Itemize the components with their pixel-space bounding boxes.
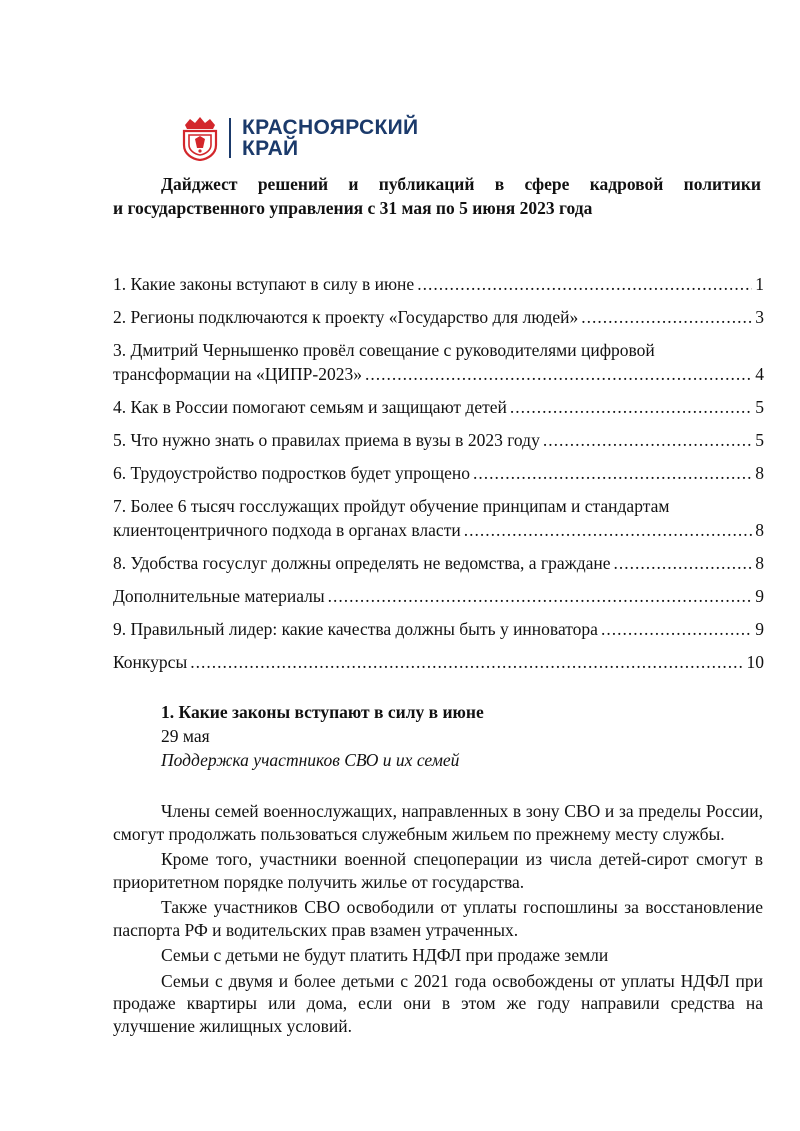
section-header	[113, 700, 763, 772]
toc-page-number: 3	[755, 307, 764, 327]
toc-entry-title: 9. Правильный лидер: какие качества должны быть у инноватора	[113, 619, 598, 639]
toc-entry[interactable]	[113, 305, 764, 329]
logo-line-2: КРАЙ	[242, 137, 299, 160]
section-date: 29 мая	[161, 726, 210, 746]
toc-entry[interactable]	[113, 617, 764, 641]
toc-entry[interactable]	[113, 338, 764, 386]
toc-page-number: 9	[755, 586, 764, 606]
section-subtitle: Поддержка участников СВО и их семей	[161, 750, 460, 770]
toc-entry-title: трансформации на «ЦИПР-2023»	[113, 364, 362, 384]
paragraph: Также участников СВО освободили от уплаты госпошлины за восстановление паспорта РФ и водительских прав взамен утраченных.	[113, 897, 763, 940]
toc-entry-title: 2. Регионы подключаются к проекту «Государство для людей»	[113, 307, 579, 327]
toc-page-number: 10	[746, 652, 764, 672]
section-1	[113, 700, 763, 1040]
toc-leader-dots	[581, 305, 752, 329]
toc-leader-dots	[464, 518, 753, 542]
toc-entry[interactable]	[113, 395, 764, 419]
toc-entry-title: Конкурсы	[113, 652, 188, 672]
toc-entry[interactable]	[113, 494, 764, 542]
toc-page-number: 4	[755, 364, 764, 384]
toc-entry-title: клиентоцентричного подхода в органах власти	[113, 520, 461, 540]
paragraph: Семьи с двумя и более детьми с 2021 года освобождены от уплаты НДФЛ при продаже квартиры или дома, если они в этом же году направили средства на улучшение жилищных условий.	[113, 970, 763, 1036]
toc-entry-title: 5. Что нужно знать о правилах приема в вузы в 2023 году	[113, 430, 540, 450]
toc-entry[interactable]	[113, 428, 764, 452]
title-line-2: и государственного управления с 31 мая по 5 июня 2023 года	[113, 198, 593, 218]
toc-entry[interactable]	[113, 650, 764, 674]
toc-entry-title: 6. Трудоустройство подростков будет упрощено	[113, 463, 471, 483]
toc-page-number: 8	[755, 553, 764, 573]
toc-page-number: 5	[755, 397, 764, 417]
toc-leader-dots	[543, 428, 752, 452]
document-title	[113, 172, 761, 220]
logo-divider	[229, 118, 231, 158]
toc-page-number: 1	[755, 274, 764, 294]
toc-entry-title: 7. Более 6 тысяч госслужащих пройдут обучение принципам и стандартам	[113, 496, 670, 516]
toc-entry[interactable]	[113, 584, 764, 608]
section-title: 1. Какие законы вступают в силу в июне	[161, 702, 484, 722]
region-logo	[181, 115, 418, 161]
toc-leader-dots	[510, 395, 752, 419]
toc-entry[interactable]	[113, 461, 764, 485]
toc-entry[interactable]	[113, 272, 764, 296]
toc-leader-dots	[614, 551, 753, 575]
toc-entry-title: 8. Удобства госуслуг должны определять не ведомства, а граждане	[113, 553, 611, 573]
toc-page-number: 9	[755, 619, 764, 639]
toc-entry-title: 3. Дмитрий Чернышенко провёл совещание с руководителями цифровой	[113, 340, 655, 360]
section-body	[113, 800, 763, 1037]
title-line-1: Дайджест решений и публикаций в сфере кадровой политики	[161, 174, 761, 194]
coat-of-arms-icon	[181, 115, 219, 161]
toc-page-number: 8	[755, 520, 764, 540]
paragraph: Кроме того, участники военной спецоперации из числа детей-сирот смогут в приоритетном порядке получить жилье от государства.	[113, 849, 763, 892]
toc-leader-dots	[190, 650, 743, 674]
paragraph: Члены семей военнослужащих, направленных в зону СВО и за пределы России, смогут продолжать пользоваться служебным жильем по прежнему месту службы.	[113, 801, 763, 844]
toc-page-number: 5	[755, 430, 764, 450]
toc-leader-dots	[365, 362, 752, 386]
toc-page-number: 8	[755, 463, 764, 483]
toc-entry-title: 4. Как в России помогают семьям и защищают детей	[113, 397, 507, 417]
logo-line-1: КРАСНОЯРСКИЙ	[242, 116, 419, 139]
toc-entry-title: Дополнительные материалы	[113, 586, 325, 606]
toc-entry-title: 1. Какие законы вступают в силу в июне	[113, 274, 415, 294]
toc-leader-dots	[417, 272, 752, 296]
logo-wordmark	[242, 117, 418, 159]
paragraph: Семьи с детьми не будут платить НДФЛ при продаже земли	[161, 945, 609, 965]
toc-leader-dots	[328, 584, 753, 608]
toc-leader-dots	[601, 617, 752, 641]
toc-entry[interactable]	[113, 551, 764, 575]
toc-leader-dots	[473, 461, 752, 485]
table-of-contents	[113, 272, 764, 683]
